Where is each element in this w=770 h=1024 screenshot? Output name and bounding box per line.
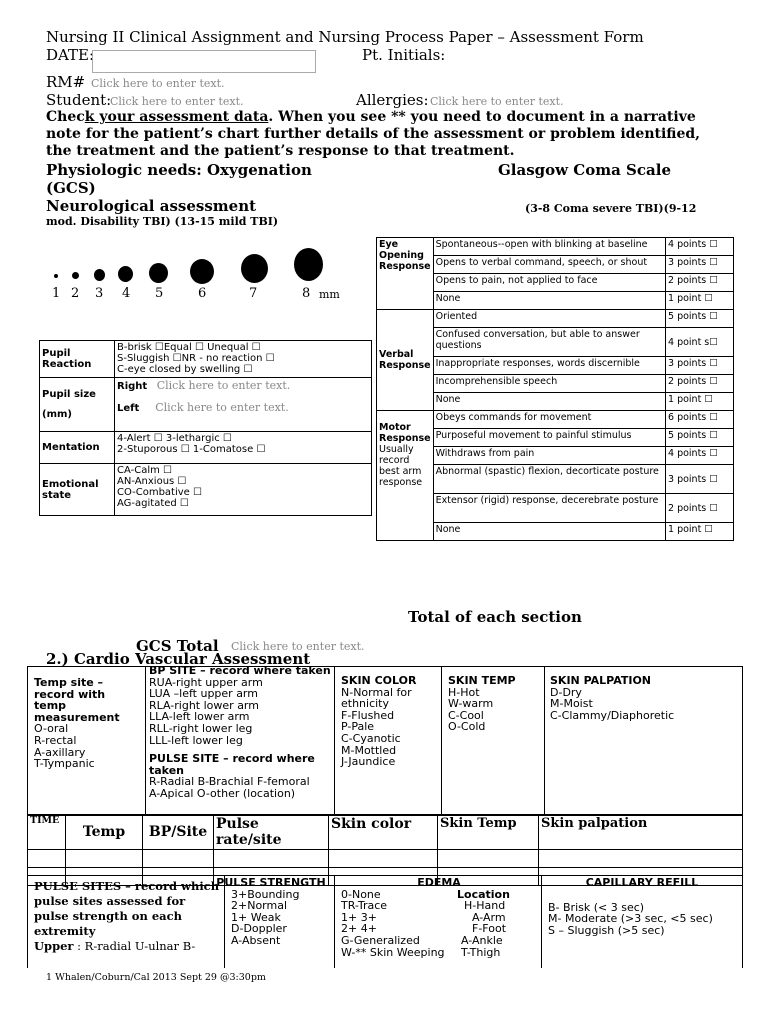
bp-site-0: RUA-right upper arm bbox=[149, 675, 263, 689]
eye-points-2[interactable]: 2 points ☐ bbox=[666, 274, 734, 292]
col-skin-palpation: Skin palpation bbox=[539, 815, 743, 850]
instruction-body: . When you see ** you need to document in a narrative note for the patient’s chart further details of the assessment or problem identified, the treatment and the patient’s response to that treatment. bbox=[46, 109, 701, 159]
motor-option-5: Purposeful movement to painful stimulus bbox=[433, 429, 665, 447]
eye-option-3: Opens to verbal command, speech, or shout bbox=[433, 256, 665, 274]
edema-legend bbox=[341, 877, 537, 958]
edema-5: W-** Skin Weeping bbox=[341, 945, 445, 959]
bp-site-1: LUA –left upper arm bbox=[149, 687, 258, 701]
col-skin-color: Skin color bbox=[329, 815, 438, 850]
verbal-points-1[interactable]: 1 point ☐ bbox=[666, 393, 734, 411]
verbal-option-1: None bbox=[433, 393, 665, 411]
eye-points-1[interactable]: 1 point ☐ bbox=[666, 292, 734, 310]
pupil-dot-2 bbox=[72, 272, 79, 279]
temp-site-title: Temp site – record with temp measurement bbox=[34, 676, 120, 724]
motor-points-3[interactable]: 3 points ☐ bbox=[666, 465, 734, 494]
verbal-option-4: Confused conversation, but able to answer questions bbox=[433, 328, 665, 357]
pupil-table bbox=[39, 340, 372, 516]
gcs-total-input[interactable]: Click here to enter text. bbox=[231, 640, 365, 653]
pulse-site-title: PULSE SITE – record where taken bbox=[149, 752, 315, 777]
strength-4: A-Absent bbox=[231, 933, 281, 947]
skin-temp-legend bbox=[448, 675, 540, 733]
student-label: Student: bbox=[46, 91, 112, 109]
capillary-title: CAPILLARY REFILL bbox=[585, 876, 699, 889]
verbal-points-2[interactable]: 2 points ☐ bbox=[666, 375, 734, 393]
skin-color-0: N-Normal for bbox=[341, 685, 412, 699]
verbal-option-5: Oriented bbox=[433, 310, 665, 328]
location-4: A-Ankle bbox=[461, 933, 503, 947]
skin-color-title: SKIN COLOR bbox=[341, 674, 417, 687]
gcs-scale-part2: mod. Disability TBI) (13-15 mild TBI) bbox=[46, 215, 279, 228]
pupil-label-6: 6 bbox=[198, 286, 207, 301]
left-label: Left bbox=[117, 403, 140, 414]
pupil-dot-5 bbox=[149, 263, 168, 283]
cap-2: S – Sluggish (>5 sec) bbox=[548, 923, 665, 937]
skin-color-2: F-Flushed bbox=[341, 708, 395, 722]
bp-site-5: LLL-left lower leg bbox=[149, 733, 243, 747]
eye-option-2: Opens to pain, not applied to face bbox=[433, 274, 665, 292]
pupil-unit: mm bbox=[319, 288, 340, 301]
mentation-line-2[interactable]: 2-Stuporous ☐ 1-Comatose ☐ bbox=[117, 444, 266, 455]
pulse-edema-box bbox=[27, 875, 743, 968]
motor-option-1: None bbox=[433, 523, 665, 541]
motor-response-label: Motor Response bbox=[379, 422, 431, 444]
pulse-site-1: A-Apical O-other (location) bbox=[149, 786, 296, 800]
pupil-label-8: 8 bbox=[302, 286, 311, 301]
pupil-label-7: 7 bbox=[249, 286, 258, 301]
motor-points-1[interactable]: 1 point ☐ bbox=[666, 523, 734, 541]
skin-color-3: P-Pale bbox=[341, 720, 375, 734]
student-input[interactable]: Click here to enter text. bbox=[110, 95, 244, 108]
edema-3: 2+ 4+ bbox=[341, 922, 377, 936]
verbal-points-4[interactable]: 4 point s☐ bbox=[666, 328, 734, 357]
cardio-heading: 2.) Cardio Vascular Assessment bbox=[46, 650, 311, 668]
mentation-options[interactable] bbox=[115, 432, 372, 464]
skin-palpation-1: M-Moist bbox=[550, 697, 593, 711]
skin-palpation-legend bbox=[550, 675, 736, 721]
neuro-heading: Neurological assessment bbox=[46, 197, 257, 215]
temp-site-1: R-rectal bbox=[34, 733, 77, 747]
skin-temp-3: O-Cold bbox=[448, 720, 486, 734]
temp-site-legend bbox=[34, 677, 140, 770]
bp-site-2: RLA-right lower arm bbox=[149, 698, 259, 712]
skin-color-4: C-Cyanotic bbox=[341, 731, 401, 745]
location-1: H-Hand bbox=[464, 899, 506, 913]
bp-pulse-site-legend bbox=[149, 665, 332, 800]
motor-points-5[interactable]: 5 points ☐ bbox=[666, 429, 734, 447]
oxygenation-heading: Physiologic needs: Oxygenation bbox=[46, 161, 312, 179]
bp-site-4: RLL-right lower leg bbox=[149, 721, 253, 735]
emotional-options[interactable] bbox=[115, 464, 372, 516]
col-temp: Temp bbox=[66, 815, 143, 850]
motor-response-note: Usually record best arm response bbox=[379, 444, 423, 488]
right-pupil-input[interactable]: Click here to enter text. bbox=[156, 379, 291, 392]
edema-1: TR-Trace bbox=[341, 899, 388, 913]
gcs-scale-part1: (3-8 Coma severe TBI)(9-12 bbox=[525, 202, 697, 215]
edema-4: G-Generalized bbox=[341, 933, 420, 947]
gcs-total-label: GCS Total bbox=[136, 637, 219, 655]
pupil-dot-7 bbox=[241, 254, 268, 283]
temp-site-2: A-axillary bbox=[34, 745, 86, 759]
verbal-points-3[interactable]: 3 points ☐ bbox=[666, 357, 734, 375]
rm-label: RM# bbox=[46, 73, 86, 91]
pupil-dot-6 bbox=[190, 259, 214, 284]
verbal-option-3: Inappropriate responses, words discernible bbox=[433, 357, 665, 375]
verbal-points-5[interactable]: 5 points ☐ bbox=[666, 310, 734, 328]
footer-note: 1 Whalen/Coburn/Cal 2013 Sept 29 @3:30pm bbox=[46, 972, 266, 983]
edema-title: EDEMA bbox=[417, 876, 461, 889]
skin-color-1: ethnicity bbox=[341, 697, 390, 711]
skin-color-5: M-Mottled bbox=[341, 743, 397, 757]
skin-color-legend bbox=[341, 675, 439, 768]
motor-option-6: Obeys commands for movement bbox=[433, 411, 665, 429]
motor-points-4[interactable]: 4 points ☐ bbox=[666, 447, 734, 465]
capillary-refill-legend bbox=[548, 877, 736, 936]
skin-palpation-0: D-Dry bbox=[550, 685, 582, 699]
location-2: A-Arm bbox=[472, 910, 506, 924]
strength-3: D-Doppler bbox=[231, 922, 287, 936]
cap-1: M- Moderate (>3 sec, <5 sec) bbox=[548, 912, 713, 926]
pupil-dot-8 bbox=[294, 248, 323, 281]
skin-temp-1: W-warm bbox=[448, 697, 494, 711]
reaction-line-1[interactable]: B-brisk ☐Equal ☐ Unequal ☐ bbox=[117, 342, 261, 353]
pt-initials-label: Pt. Initials: bbox=[362, 46, 446, 64]
total-each-section: Total of each section bbox=[408, 608, 582, 626]
pupil-label-2: 2 bbox=[71, 286, 80, 301]
col-skin-temp: Skin Temp bbox=[438, 815, 539, 850]
pulse-site-0: R-Radial B-Brachial F-femoral bbox=[149, 775, 310, 789]
skin-palpation-title: SKIN PALPATION bbox=[550, 674, 652, 687]
pupil-size-scale bbox=[40, 240, 350, 304]
eye-points-4[interactable]: 4 points ☐ bbox=[666, 238, 734, 256]
pulse-strength-legend bbox=[216, 876, 331, 947]
emotional-line-1[interactable]: CA-Calm ☐ bbox=[117, 465, 172, 476]
right-label: Right bbox=[117, 381, 148, 392]
gcs-abbr: (GCS) bbox=[46, 179, 96, 197]
motor-points-2[interactable]: 2 points ☐ bbox=[666, 494, 734, 523]
skin-temp-0: H-Hot bbox=[448, 685, 480, 699]
motor-response-cell bbox=[377, 411, 434, 541]
edema-0: 0-None bbox=[341, 887, 381, 901]
date-label: DATE: bbox=[46, 46, 95, 64]
reaction-line-2[interactable]: S-Sluggish ☐NR - no reaction ☐ bbox=[117, 353, 275, 364]
bp-site-title: BP SITE – record where taken bbox=[149, 664, 331, 677]
col-bp-site: BP/Site bbox=[143, 815, 214, 850]
upper-text: : R-radial U-ulnar B- bbox=[73, 939, 196, 953]
left-pupil-input[interactable]: Click here to enter text. bbox=[155, 401, 289, 414]
mentation-line-1[interactable]: 4-Alert ☐ 3-lethargic ☐ bbox=[117, 433, 232, 444]
reaction-line-3[interactable]: C-eye closed by swelling ☐ bbox=[117, 364, 253, 375]
strength-0: 3+Bounding bbox=[231, 887, 300, 901]
pupil-label-5: 5 bbox=[155, 286, 164, 301]
pulse-strength-title: PULSE STRENGTH bbox=[216, 876, 326, 889]
pupil-size-cell bbox=[115, 378, 372, 432]
gcs-table bbox=[376, 237, 734, 541]
pupil-label-3: 3 bbox=[95, 286, 104, 301]
upper-label: Upper bbox=[34, 939, 74, 953]
pupil-size-label: Pupil size (mm) bbox=[40, 378, 115, 432]
col-pulse: Pulse rate/site bbox=[214, 815, 329, 850]
motor-option-4: Withdraws from pain bbox=[433, 447, 665, 465]
motor-option-2: Extensor (rigid) response, decerebrate posture bbox=[433, 494, 665, 523]
pupil-dot-4 bbox=[118, 266, 133, 282]
motor-option-3: Abnormal (spastic) flexion, decorticate posture bbox=[433, 465, 665, 494]
instruction-text bbox=[46, 109, 718, 160]
motor-points-6[interactable]: 6 points ☐ bbox=[666, 411, 734, 429]
temp-site-0: O-oral bbox=[34, 722, 69, 736]
emotional-state-label: Emotional state bbox=[40, 464, 115, 516]
skin-temp-2: C-Cool bbox=[448, 708, 484, 722]
location-title: Location bbox=[457, 888, 510, 901]
edema-2: 1+ 3+ bbox=[341, 910, 377, 924]
verbal-option-2: Incomprehensible speech bbox=[433, 375, 665, 393]
mentation-label: Mentation bbox=[40, 432, 115, 464]
gcs-heading: Glasgow Coma Scale bbox=[498, 161, 671, 179]
cap-0: B- Brisk (< 3 sec) bbox=[548, 900, 645, 914]
emotional-line-2[interactable]: AN-Anxious ☐ bbox=[117, 476, 187, 487]
pupil-reaction-label: Pupil Reaction bbox=[40, 341, 115, 378]
allergies-label: Allergies: bbox=[356, 91, 429, 109]
verbal-response-label: Verbal Response bbox=[377, 310, 434, 411]
pulse-sites-title: PULSE SITES – record which pulse sites assessed for pulse strength on each extremity bbox=[34, 879, 220, 938]
location-5: T-Thigh bbox=[461, 945, 501, 959]
emotional-line-4[interactable]: AG-agitated ☐ bbox=[117, 498, 189, 509]
eye-points-3[interactable]: 3 points ☐ bbox=[666, 256, 734, 274]
pupil-reaction-options[interactable] bbox=[115, 341, 372, 378]
check-rest: k your assessment data bbox=[84, 109, 269, 125]
strength-1: 2+Normal bbox=[231, 899, 288, 913]
pupil-dot-1 bbox=[54, 274, 58, 278]
pupil-dot-3 bbox=[94, 269, 105, 281]
pupil-label-1: 1 bbox=[52, 286, 61, 301]
strength-2: 1+ Weak bbox=[231, 910, 281, 924]
emotional-line-3[interactable]: CO-Combative ☐ bbox=[117, 487, 202, 498]
col-time: TIME bbox=[28, 815, 66, 850]
skin-color-6: J-Jaundice bbox=[341, 755, 396, 769]
allergies-input[interactable]: Click here to enter text. bbox=[430, 95, 564, 108]
eye-opening-label: Eye Opening Response bbox=[377, 238, 434, 310]
date-input[interactable] bbox=[92, 50, 316, 73]
location-3: F-Foot bbox=[472, 922, 507, 936]
temp-site-3: T-Tympanic bbox=[34, 757, 95, 771]
pupil-label-4: 4 bbox=[122, 286, 131, 301]
form-title: Nursing II Clinical Assignment and Nursing Process Paper – Assessment Form bbox=[46, 28, 644, 46]
eye-option-4: Spontaneous--open with blinking at baseline bbox=[433, 238, 665, 256]
bp-site-3: LLA-left lower arm bbox=[149, 710, 250, 724]
skin-palpation-2: C-Clammy/Diaphoretic bbox=[550, 708, 675, 722]
rm-input[interactable]: Click here to enter text. bbox=[91, 77, 225, 90]
skin-temp-title: SKIN TEMP bbox=[448, 674, 516, 687]
cardio-legend-box bbox=[27, 666, 743, 816]
eye-option-1: None bbox=[433, 292, 665, 310]
check-first: Chec bbox=[46, 109, 85, 125]
vitals-row-1[interactable] bbox=[28, 850, 743, 868]
pulse-sites-text bbox=[34, 879, 220, 954]
